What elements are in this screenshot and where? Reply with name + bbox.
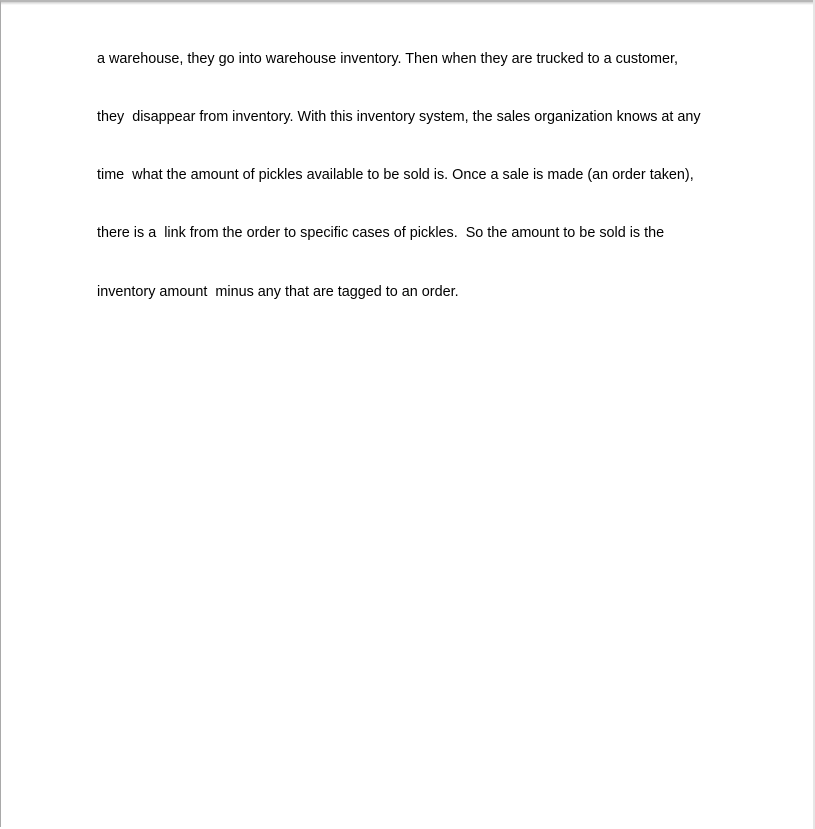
paragraph-line: they disappear from inventory. With this inventory system, the sales organization knows at any bbox=[97, 109, 701, 126]
page-top-shadow bbox=[1, 2, 813, 5]
body-paragraph[interactable] bbox=[97, 11, 737, 341]
paragraph-line: time what the amount of pickles available to be sold is. Once a sale is made (an order taken), bbox=[97, 167, 694, 184]
paragraph-line: a warehouse, they go into warehouse inventory. Then when they are trucked to a customer, bbox=[97, 50, 679, 67]
paragraph-line: there is a link from the order to specific cases of pickles. So the amount to be sold is the bbox=[97, 225, 665, 242]
paragraph-line: inventory amount minus any that are tagged to an order. bbox=[97, 283, 459, 300]
